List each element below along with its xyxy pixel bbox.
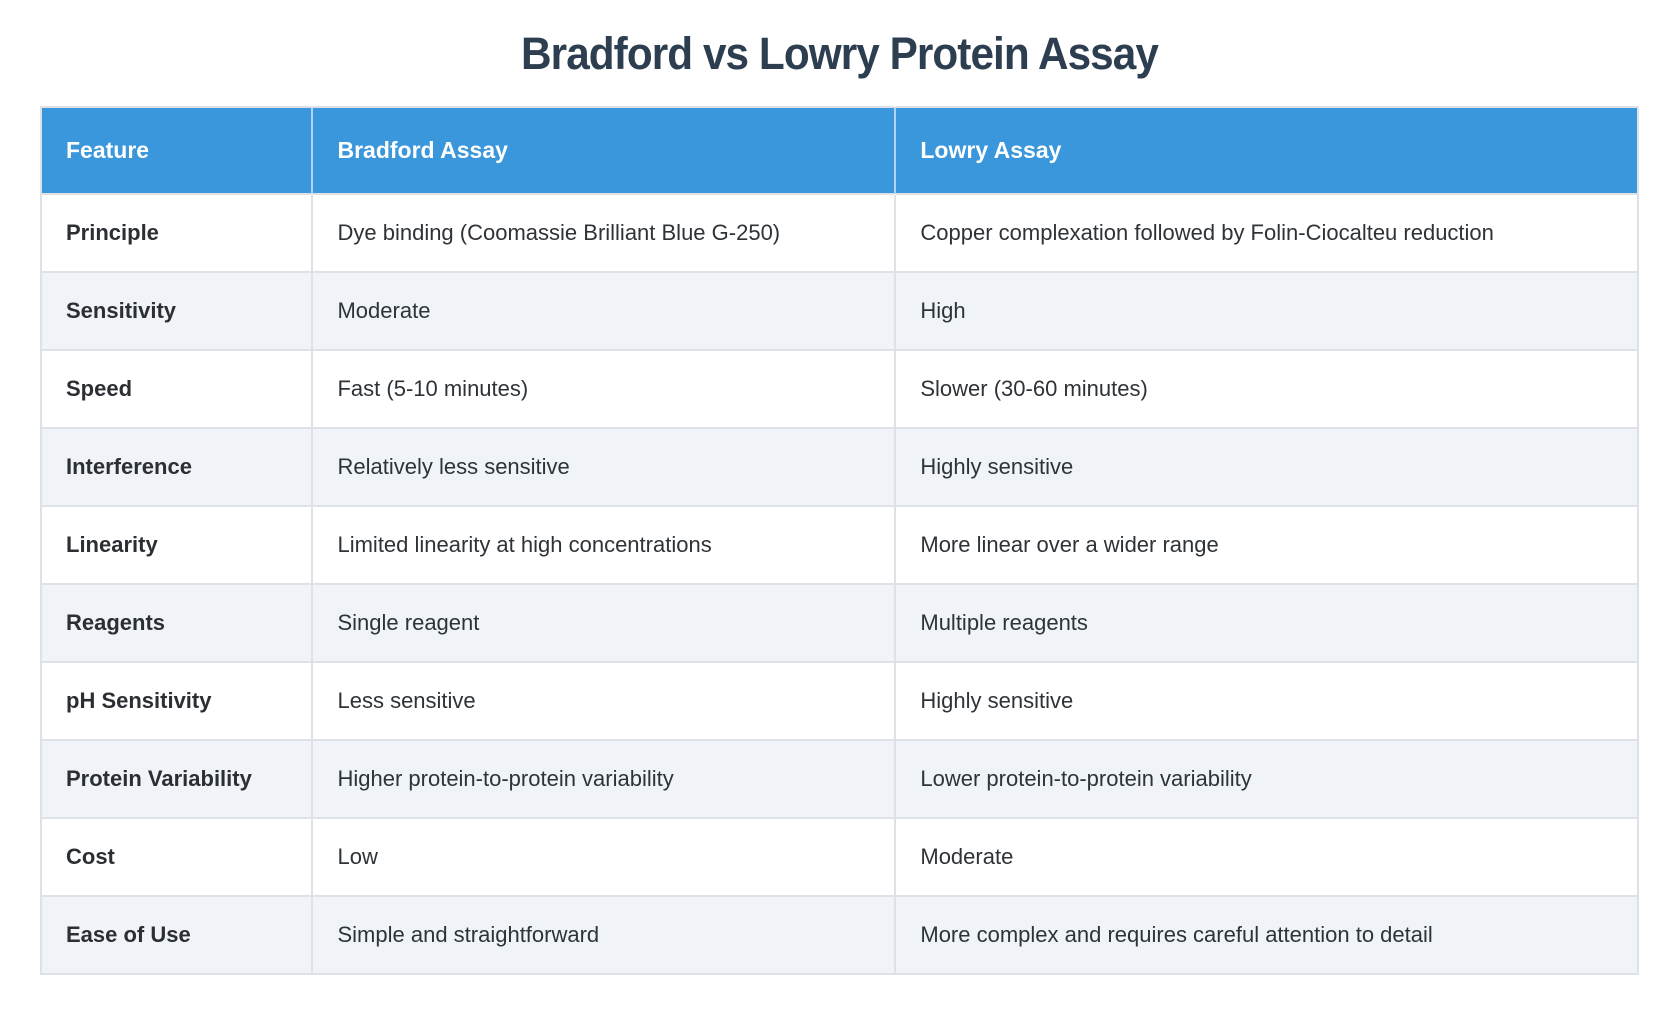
feature-cell: Cost: [41, 818, 312, 896]
table-row: [41, 272, 1638, 350]
table-row: [41, 818, 1638, 896]
feature-cell: Reagents: [41, 584, 312, 662]
lowry-cell: Highly sensitive: [895, 662, 1638, 740]
feature-cell: Principle: [41, 194, 312, 272]
column-header-feature: Feature: [41, 107, 312, 194]
feature-cell: Sensitivity: [41, 272, 312, 350]
lowry-cell: Moderate: [895, 818, 1638, 896]
lowry-cell: Highly sensitive: [895, 428, 1638, 506]
lowry-cell: More linear over a wider range: [895, 506, 1638, 584]
table-row: [41, 506, 1638, 584]
table-row: [41, 428, 1638, 506]
comparison-table: [40, 106, 1639, 975]
lowry-cell: Lower protein-to-protein variability: [895, 740, 1638, 818]
bradford-cell: Low: [312, 818, 895, 896]
lowry-cell: More complex and requires careful attention to detail: [895, 896, 1638, 974]
bradford-cell: Less sensitive: [312, 662, 895, 740]
lowry-cell: Multiple reagents: [895, 584, 1638, 662]
bradford-cell: Higher protein-to-protein variability: [312, 740, 895, 818]
table-row: [41, 584, 1638, 662]
feature-cell: pH Sensitivity: [41, 662, 312, 740]
column-header-lowry: Lowry Assay: [895, 107, 1638, 194]
lowry-cell: High: [895, 272, 1638, 350]
lowry-cell: Slower (30-60 minutes): [895, 350, 1638, 428]
feature-cell: Interference: [41, 428, 312, 506]
table-row: [41, 896, 1638, 974]
feature-cell: Ease of Use: [41, 896, 312, 974]
table-row: [41, 740, 1638, 818]
lowry-cell: Copper complexation followed by Folin-Ciocalteu reduction: [895, 194, 1638, 272]
header-row: [41, 107, 1638, 194]
feature-cell: Linearity: [41, 506, 312, 584]
page-title: Bradford vs Lowry Protein Assay: [521, 28, 1158, 79]
bradford-cell: Fast (5-10 minutes): [312, 350, 895, 428]
feature-cell: Speed: [41, 350, 312, 428]
feature-cell: Protein Variability: [41, 740, 312, 818]
bradford-cell: Single reagent: [312, 584, 895, 662]
bradford-cell: Moderate: [312, 272, 895, 350]
bradford-cell: Simple and straightforward: [312, 896, 895, 974]
table-row: [41, 350, 1638, 428]
bradford-cell: Relatively less sensitive: [312, 428, 895, 506]
table-row: [41, 662, 1638, 740]
bradford-cell: Dye binding (Coomassie Brilliant Blue G-250): [312, 194, 895, 272]
table-row: [41, 194, 1638, 272]
column-header-bradford: Bradford Assay: [312, 107, 895, 194]
bradford-cell: Limited linearity at high concentrations: [312, 506, 895, 584]
